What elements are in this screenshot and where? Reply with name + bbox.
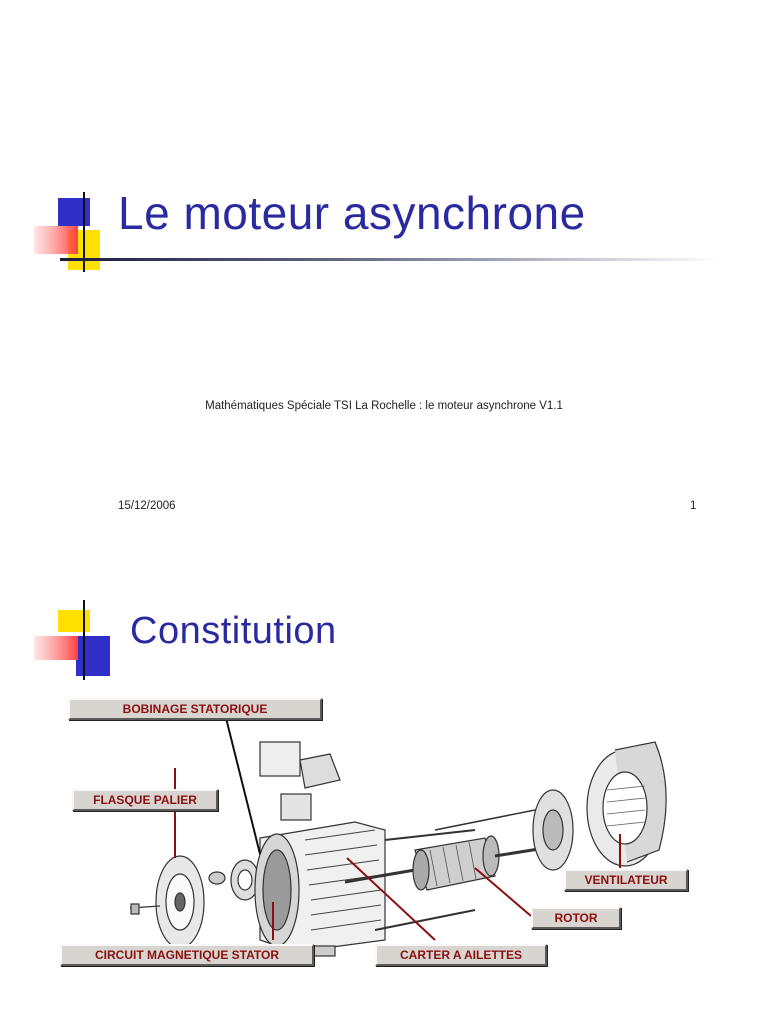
slide-logo-icon — [34, 600, 124, 686]
label-circuit-magnetique-stator: CIRCUIT MAGNETIQUE STATOR — [60, 944, 314, 966]
label-flasque-palier: FLASQUE PALIER — [72, 789, 218, 811]
label-carter-a-ailettes: CARTER A AILETTES — [375, 944, 547, 966]
label-ventilateur: VENTILATEUR — [564, 869, 688, 891]
footer-date: 15/12/2006 — [118, 500, 176, 512]
label-bobinage-statorique: BOBINAGE STATORIQUE — [68, 698, 322, 720]
leader-bobinage — [225, 714, 260, 854]
title-underline — [60, 258, 720, 261]
slide-title: Constitution — [130, 610, 337, 652]
slide-subtitle: Mathématiques Spéciale TSI La Rochelle : le moteur asynchrone V1.1 — [205, 400, 563, 412]
label-rotor: ROTOR — [531, 907, 621, 929]
slide-title: Le moteur asynchrone — [118, 187, 586, 239]
leader-rotor — [475, 868, 531, 916]
slide-logo-icon — [34, 188, 124, 274]
constitution-slide — [0, 540, 768, 1024]
page-number: 1 — [690, 500, 697, 512]
